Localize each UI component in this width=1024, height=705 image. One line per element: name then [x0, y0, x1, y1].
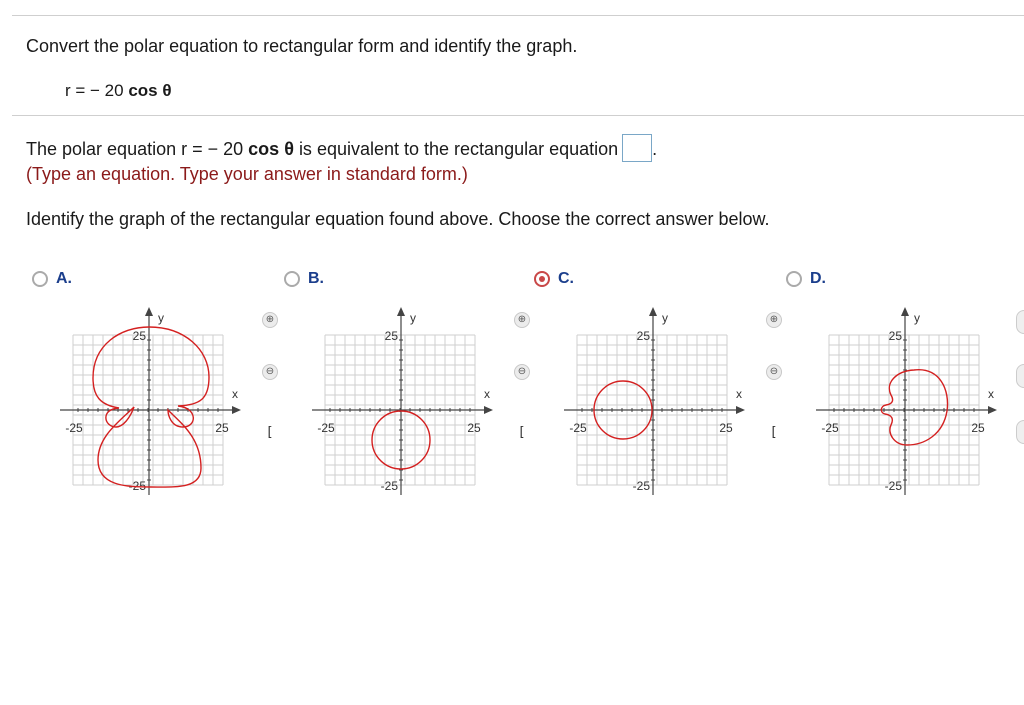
y-tick-label-bottom: -25 [632, 479, 650, 493]
statement-cos: cos θ [248, 139, 294, 159]
enlarge-icon[interactable]: [ [771, 425, 777, 440]
y-tick-label-top: 25 [132, 329, 146, 343]
graph-b-labels [317, 311, 490, 493]
x-tick-label-right: 25 [971, 421, 985, 435]
option-b-label: B. [308, 270, 324, 287]
x-axis-label: x [232, 387, 238, 401]
graph-c[interactable] [562, 305, 747, 500]
zoom-in-icon[interactable]: ⊕ [766, 312, 782, 328]
polar-equation [65, 81, 172, 101]
graph-b[interactable] [310, 305, 495, 500]
y-tick-label-bottom: -25 [884, 479, 902, 493]
equation-prefix: r = − 20 [65, 81, 124, 100]
x-tick-label-left: -25 [821, 421, 839, 435]
statement-end: . [652, 139, 658, 159]
zoom-out-icon[interactable]: ⊖ [514, 364, 530, 380]
x-tick-label-right: 25 [215, 421, 229, 435]
y-tick-label-top: 25 [636, 329, 650, 343]
graph-d-zoom-in-button[interactable] [1016, 310, 1024, 334]
y-axis-label: y [662, 311, 668, 325]
x-tick-label-left: -25 [569, 421, 587, 435]
option-c-radio[interactable] [534, 271, 550, 287]
option-b[interactable] [284, 270, 324, 288]
y-axis-arrow-icon [649, 307, 657, 316]
y-axis-label: y [914, 311, 920, 325]
y-tick-label-bottom: -25 [380, 479, 398, 493]
option-c-label: C. [558, 270, 574, 287]
zoom-out-icon[interactable]: ⊖ [262, 364, 278, 380]
graph-a-curve [93, 327, 209, 487]
x-tick-label-right: 25 [719, 421, 733, 435]
option-a-label: A. [56, 270, 72, 287]
x-axis-arrow-icon [988, 406, 997, 414]
x-axis-arrow-icon [736, 406, 745, 414]
y-tick-label-bottom: -25 [128, 479, 146, 493]
x-axis-label: x [484, 387, 490, 401]
answer-input[interactable] [622, 134, 652, 162]
x-axis-label: x [736, 387, 742, 401]
option-c[interactable] [534, 270, 574, 288]
enlarge-icon[interactable]: [ [267, 425, 273, 440]
x-tick-label-left: -25 [317, 421, 335, 435]
y-axis-arrow-icon [145, 307, 153, 316]
option-b-radio[interactable] [284, 271, 300, 287]
graph-d-labels [821, 311, 994, 493]
statement-suffix: is equivalent to the rectangular equation [298, 139, 619, 159]
identify-prompt: Identify the graph of the rectangular equation found above. Choose the correct answer below. [26, 209, 770, 229]
option-d-label: D. [810, 270, 826, 287]
graph-d[interactable] [814, 305, 999, 500]
zoom-in-icon[interactable]: ⊕ [514, 312, 530, 328]
y-tick-label-top: 25 [384, 329, 398, 343]
y-tick-label-top: 25 [888, 329, 902, 343]
zoom-out-icon[interactable]: ⊖ [766, 364, 782, 380]
x-tick-label-right: 25 [467, 421, 481, 435]
mid-divider [12, 115, 1024, 116]
x-axis-arrow-icon [232, 406, 241, 414]
option-a[interactable] [32, 270, 72, 288]
y-axis-label: y [158, 311, 164, 325]
x-axis-arrow-icon [484, 406, 493, 414]
y-axis-arrow-icon [397, 307, 405, 316]
graph-d-zoom-out-button[interactable] [1016, 364, 1024, 388]
enlarge-icon[interactable]: [ [519, 425, 525, 440]
graph-d-curve [881, 370, 947, 445]
option-d-radio[interactable] [786, 271, 802, 287]
graph-a-labels [65, 311, 238, 493]
x-axis-label: x [988, 387, 994, 401]
question-prompt: Convert the polar equation to rectangular form and identify the graph. [26, 36, 578, 56]
y-axis-label: y [410, 311, 416, 325]
y-axis-arrow-icon [901, 307, 909, 316]
graph-d-enlarge-button[interactable] [1016, 420, 1024, 444]
top-divider [12, 15, 1024, 16]
zoom-in-icon[interactable]: ⊕ [262, 312, 278, 328]
option-a-radio[interactable] [32, 271, 48, 287]
statement [26, 134, 657, 162]
equation-cos: cos θ [128, 81, 172, 100]
answer-hint: (Type an equation. Type your answer in standard form.) [26, 164, 468, 184]
statement-prefix: The polar equation r = − 20 [26, 139, 244, 159]
graph-a[interactable] [58, 305, 243, 500]
option-d[interactable] [786, 270, 826, 288]
x-tick-label-left: -25 [65, 421, 83, 435]
